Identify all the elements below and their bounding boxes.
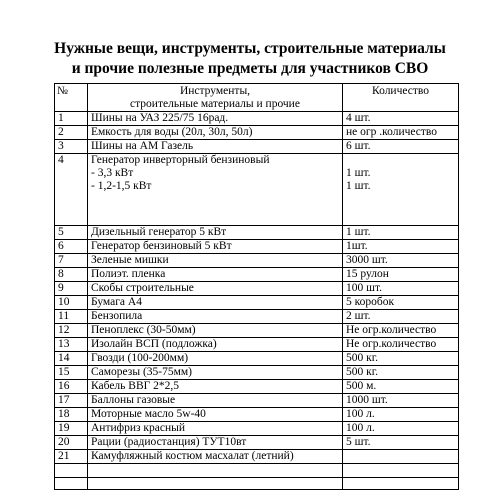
row-quantity: 5 шт.: [343, 436, 459, 450]
empty-cell: [55, 464, 88, 478]
table-row: [55, 408, 459, 422]
empty-cell: [343, 478, 459, 490]
row-number: 2: [55, 126, 88, 140]
row-item: Изолайн ВСП (подложка): [88, 338, 343, 352]
row-number: 11: [55, 310, 88, 324]
row-number: 6: [55, 240, 88, 254]
row-quantity: [343, 450, 459, 464]
row-number: 3: [55, 140, 88, 154]
row-item: Емкость для воды (20л, 30л, 50л): [88, 126, 343, 140]
row-quantity: 3000 шт.: [343, 254, 459, 268]
row-quantity: 1шт.: [343, 240, 459, 254]
table-row: [55, 240, 459, 254]
table-row: [55, 112, 459, 126]
row-quantity: 2 шт.: [343, 310, 459, 324]
row-item-variant: - 3,3 кВт: [91, 167, 134, 179]
items-table: [54, 83, 459, 490]
empty-cell: [343, 464, 459, 478]
table-body: [55, 112, 459, 490]
table-row: [55, 268, 459, 282]
row-item: Генератор бензиновый 5 кВт: [88, 240, 343, 254]
row-quantity: 500 м.: [343, 380, 459, 394]
row-quantity: 500 кг.: [343, 352, 459, 366]
row-number: 9: [55, 282, 88, 296]
table-row: [55, 352, 459, 366]
row-quantity: 1000 шт.: [343, 394, 459, 408]
empty-row: [55, 478, 459, 490]
row-number: 20: [55, 436, 88, 450]
row-item: Полиэт. пленка: [88, 268, 343, 282]
table-row: [55, 380, 459, 394]
header-item-line-1: Инструменты,: [179, 85, 251, 97]
table-header-row: [55, 84, 459, 112]
spacer: [346, 154, 458, 167]
row-item: Гвозди (100-200мм): [88, 352, 343, 366]
row-item: Антифриз красный: [88, 422, 343, 436]
row-item: Кабель ВВГ 2*2,5: [88, 380, 343, 394]
header-number: №: [55, 84, 88, 112]
row-item: Бумага А4: [88, 296, 343, 310]
row-number: 5: [55, 226, 88, 240]
row-number: 15: [55, 366, 88, 380]
row-quantity: 5 коробок: [343, 296, 459, 310]
table-row: [55, 296, 459, 310]
row-item: Пеноплекс (30-50мм): [88, 324, 343, 338]
table-row: [55, 282, 459, 296]
row-quantity-variant: 1 шт.: [346, 180, 371, 192]
row-number: 10: [55, 296, 88, 310]
empty-row: [55, 464, 459, 478]
row-item: Саморезы (35-75мм): [88, 366, 343, 380]
row-item: Баллоны газовые: [88, 394, 343, 408]
row-number: 18: [55, 408, 88, 422]
row-number: 21: [55, 450, 88, 464]
table-row: [55, 366, 459, 380]
empty-cell: [55, 478, 88, 490]
row-quantity: [343, 154, 459, 226]
row-item: Дизельный генератор 5 кВт: [88, 226, 343, 240]
row-quantity: 6 шт.: [343, 140, 459, 154]
table-row: [55, 154, 459, 226]
row-number: 1: [55, 112, 88, 126]
table-row: [55, 254, 459, 268]
title-line-1: Нужные вещи, инструменты, строительные материалы: [54, 40, 446, 57]
row-quantity: 4 шт.: [343, 112, 459, 126]
row-quantity-variant: 1 шт.: [346, 167, 371, 179]
table-row: [55, 394, 459, 408]
table-row: [55, 226, 459, 240]
row-number: 8: [55, 268, 88, 282]
row-quantity: 15 рулон: [343, 268, 459, 282]
row-number: 12: [55, 324, 88, 338]
empty-cell: [88, 478, 343, 490]
row-quantity: Не огр.количество: [343, 338, 459, 352]
row-item-main: Генератор инверторный бензиновый: [91, 154, 270, 166]
row-quantity: Не огр.количество: [343, 324, 459, 338]
document-title: [0, 39, 500, 79]
table-row: [55, 338, 459, 352]
row-item: Бензопила: [88, 310, 343, 324]
table-row: [55, 324, 459, 338]
row-item: Шины на АМ Газель: [88, 140, 343, 154]
header-quantity: Количество: [343, 84, 459, 112]
row-quantity: 100 л.: [343, 408, 459, 422]
header-item-line-2: строительные материалы и прочие: [130, 98, 300, 110]
row-number: 4: [55, 154, 88, 226]
row-number: 14: [55, 352, 88, 366]
table-row: [55, 126, 459, 140]
row-item: Камуфляжный костюм масхалат (летний): [88, 450, 343, 464]
table-row: [55, 310, 459, 324]
row-number: 19: [55, 422, 88, 436]
header-item: [88, 84, 343, 112]
row-quantity: 1 шт.: [343, 226, 459, 240]
table-row: [55, 140, 459, 154]
row-item-variant: - 1,2-1,5 кВт: [91, 180, 152, 192]
row-quantity: не огр .количество: [343, 126, 459, 140]
empty-cell: [88, 464, 343, 478]
row-number: 7: [55, 254, 88, 268]
row-number: 13: [55, 338, 88, 352]
row-quantity: 500 кг.: [343, 366, 459, 380]
row-item: Рации (радиостанция) ТУТ10вт: [88, 436, 343, 450]
row-number: 17: [55, 394, 88, 408]
row-quantity: 100 л.: [343, 422, 459, 436]
table-row: [55, 450, 459, 464]
table-row: [55, 436, 459, 450]
row-item: Зеленые мишки: [88, 254, 343, 268]
row-item: Шины на УАЗ 225/75 16рад.: [88, 112, 343, 126]
row-item: [88, 154, 343, 226]
row-item: Скобы строительные: [88, 282, 343, 296]
row-number: 16: [55, 380, 88, 394]
row-item: Моторные масло 5w-40: [88, 408, 343, 422]
title-line-2: и прочие полезные предметы для участников СВО: [71, 60, 429, 77]
table-row: [55, 422, 459, 436]
row-quantity: 100 шт.: [343, 282, 459, 296]
